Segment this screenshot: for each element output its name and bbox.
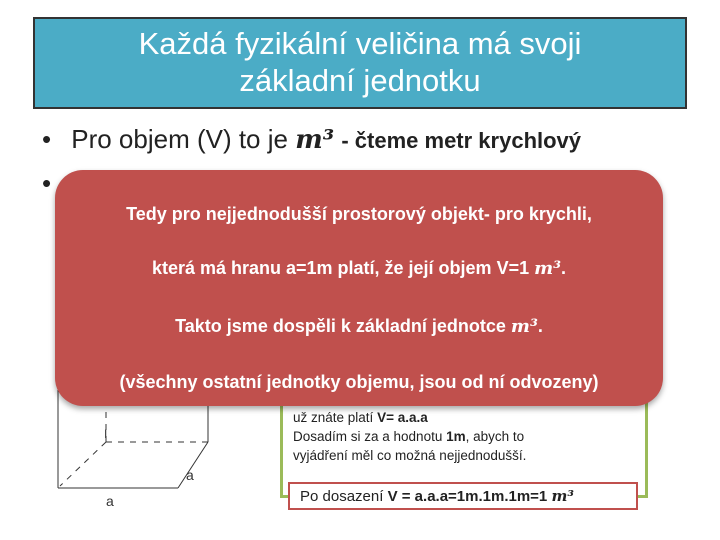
explanation-line-2 xyxy=(293,427,638,446)
callout-line-3-text: Takto jsme dospěli k základní jednotce xyxy=(175,316,506,336)
bullet-reading: - čteme metr krychlový xyxy=(341,128,582,153)
cube-label-left: I xyxy=(104,427,108,441)
callout-box xyxy=(55,170,663,406)
explanation-line-3: vyjádření měl co možná nejjednodušší. xyxy=(293,448,527,463)
explanation-line-1 xyxy=(293,408,638,427)
callout-line-2 xyxy=(55,258,663,279)
callout-line-4: (všechny ostatní jednotky objemu, jsou od ní odvozeny) xyxy=(119,372,599,392)
callout-line-2-text: která má hranu a=1m platí, že její objem V=1 xyxy=(151,258,530,278)
result-prefix: Po dosazení xyxy=(300,488,384,505)
bullet-volume-text: Pro objem (V) to je xyxy=(71,124,288,154)
title-line-2: základní jednotku xyxy=(239,63,481,98)
explanation-value: 1m xyxy=(446,429,466,444)
callout-line-3-unit: m³ xyxy=(510,316,538,337)
slide-title xyxy=(33,17,687,109)
bullet-volume-unit xyxy=(42,124,581,155)
callout-line-2-end: . xyxy=(561,258,567,278)
explanation-text xyxy=(293,408,638,465)
explanation-line-2-prefix: Dosadím si za a hodnotu xyxy=(293,429,443,444)
callout-line-3-end: . xyxy=(537,316,543,336)
bullet-dot-2: • xyxy=(42,168,52,198)
cubic-meter-symbol: m³ xyxy=(295,125,335,155)
explanation-line-1-prefix: už znáte platí xyxy=(293,410,374,425)
callout-line-3 xyxy=(55,316,663,337)
callout-line-1: Tedy pro nejjednodušší prostorový objekt- pro krychli, xyxy=(126,204,592,224)
explanation-formula: V= a.a.a xyxy=(377,410,428,425)
bullet-dot: • xyxy=(42,124,52,154)
result-unit: m³ xyxy=(551,487,574,505)
cube-hidden-edge xyxy=(60,442,106,486)
result-formula: V = a.a.a=1m.1m.1m=1 xyxy=(387,488,548,505)
result-formula-box xyxy=(288,482,638,510)
cube-label-bottom: a xyxy=(106,493,114,509)
title-line-1: Každá fyzikální veličina má svoji xyxy=(138,26,582,61)
explanation-line-2-suffix: , abych to xyxy=(465,429,525,444)
cube-label-side: a xyxy=(186,467,194,483)
callout-line-2-unit: m³ xyxy=(534,258,562,279)
